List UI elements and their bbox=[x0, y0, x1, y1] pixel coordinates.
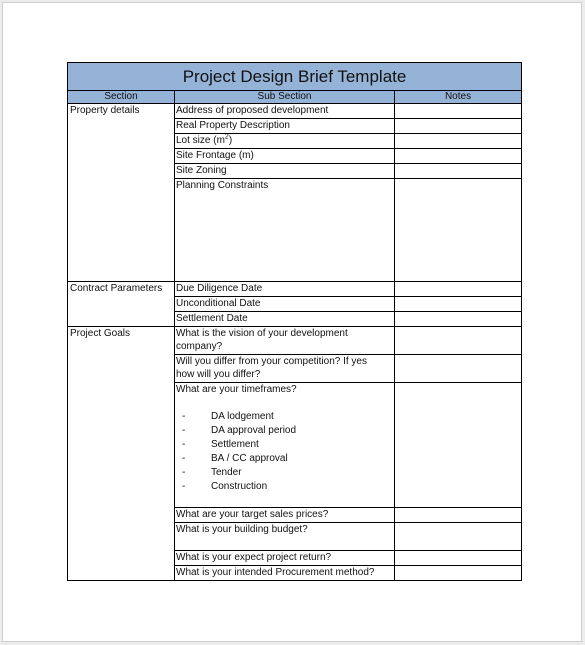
bullet-dash: - bbox=[182, 411, 186, 422]
vision-line-1: What is the vision of your development bbox=[176, 328, 348, 339]
bullet-dash: - bbox=[182, 467, 186, 478]
list-item bbox=[176, 410, 393, 424]
sub-due-diligence: Due Diligence Date bbox=[175, 282, 395, 297]
sub-timeframes bbox=[175, 383, 395, 508]
sub-lot-size bbox=[175, 134, 395, 149]
title-row bbox=[68, 63, 522, 91]
timeframe-item: Settlement bbox=[211, 439, 259, 450]
notes-cell[interactable] bbox=[395, 383, 522, 508]
sub-project-return: What is your expect project return? bbox=[175, 551, 395, 566]
header-notes: Notes bbox=[395, 91, 522, 104]
section-contract-parameters: Contract Parameters bbox=[68, 282, 175, 327]
table-row bbox=[68, 327, 522, 355]
table-row bbox=[68, 104, 522, 119]
section-property-details: Property details bbox=[68, 104, 175, 282]
list-item bbox=[176, 466, 393, 480]
document-page bbox=[2, 2, 582, 642]
header-sub-section: Sub Section bbox=[175, 91, 395, 104]
sub-vision bbox=[175, 327, 395, 355]
notes-cell[interactable] bbox=[395, 312, 522, 327]
sub-differ bbox=[175, 355, 395, 383]
design-brief-table bbox=[67, 62, 522, 581]
table-row bbox=[68, 282, 522, 297]
lot-size-close: ) bbox=[228, 135, 233, 146]
notes-cell[interactable] bbox=[395, 523, 522, 551]
notes-cell[interactable] bbox=[395, 164, 522, 179]
sub-address: Address of proposed development bbox=[175, 104, 395, 119]
timeframe-item: BA / CC approval bbox=[211, 453, 288, 464]
timeframe-item: Tender bbox=[211, 467, 242, 478]
sub-building-budget: What is your building budget? bbox=[175, 523, 395, 551]
differ-line-2: how will you differ? bbox=[176, 369, 261, 380]
timeframe-item: DA approval period bbox=[211, 425, 297, 436]
sub-site-zoning: Site Zoning bbox=[175, 164, 395, 179]
timeframe-item: DA lodgement bbox=[211, 411, 274, 422]
notes-cell[interactable] bbox=[395, 119, 522, 134]
bullet-dash: - bbox=[182, 481, 186, 492]
notes-cell[interactable] bbox=[395, 551, 522, 566]
notes-cell[interactable] bbox=[395, 149, 522, 164]
notes-cell[interactable] bbox=[395, 282, 522, 297]
sub-settlement-date: Settlement Date bbox=[175, 312, 395, 327]
bullet-dash: - bbox=[182, 453, 186, 464]
notes-cell[interactable] bbox=[395, 104, 522, 119]
sub-site-frontage: Site Frontage (m) bbox=[175, 149, 395, 164]
notes-cell[interactable] bbox=[395, 134, 522, 149]
vision-line-2: company? bbox=[176, 341, 223, 352]
list-item bbox=[176, 480, 393, 494]
lot-size-text: Lot size (m bbox=[176, 135, 225, 146]
header-row bbox=[68, 91, 522, 104]
section-project-goals: Project Goals bbox=[68, 327, 175, 581]
list-item bbox=[176, 424, 393, 438]
sub-unconditional: Unconditional Date bbox=[175, 297, 395, 312]
sub-sales-prices: What are your target sales prices? bbox=[175, 508, 395, 523]
timeframes-question: What are your timeframes? bbox=[176, 384, 297, 395]
sub-procurement: What is your intended Procurement method? bbox=[175, 566, 395, 581]
notes-cell[interactable] bbox=[395, 508, 522, 523]
notes-cell[interactable] bbox=[395, 297, 522, 312]
differ-line-1: Will you differ from your competition? If yes bbox=[176, 356, 367, 367]
sub-real-property: Real Property Description bbox=[175, 119, 395, 134]
notes-cell[interactable] bbox=[395, 179, 522, 282]
header-section: Section bbox=[68, 91, 175, 104]
table-title: Project Design Brief Template bbox=[68, 63, 522, 91]
notes-cell[interactable] bbox=[395, 327, 522, 355]
list-item bbox=[176, 452, 393, 466]
bullet-dash: - bbox=[182, 425, 186, 436]
timeframe-item: Construction bbox=[211, 481, 268, 492]
list-item bbox=[176, 438, 393, 452]
sub-planning-constraints: Planning Constraints bbox=[175, 179, 395, 282]
lot-size-superscript: 2 bbox=[224, 133, 229, 141]
bullet-dash: - bbox=[182, 439, 186, 450]
notes-cell[interactable] bbox=[395, 566, 522, 581]
notes-cell[interactable] bbox=[395, 355, 522, 383]
